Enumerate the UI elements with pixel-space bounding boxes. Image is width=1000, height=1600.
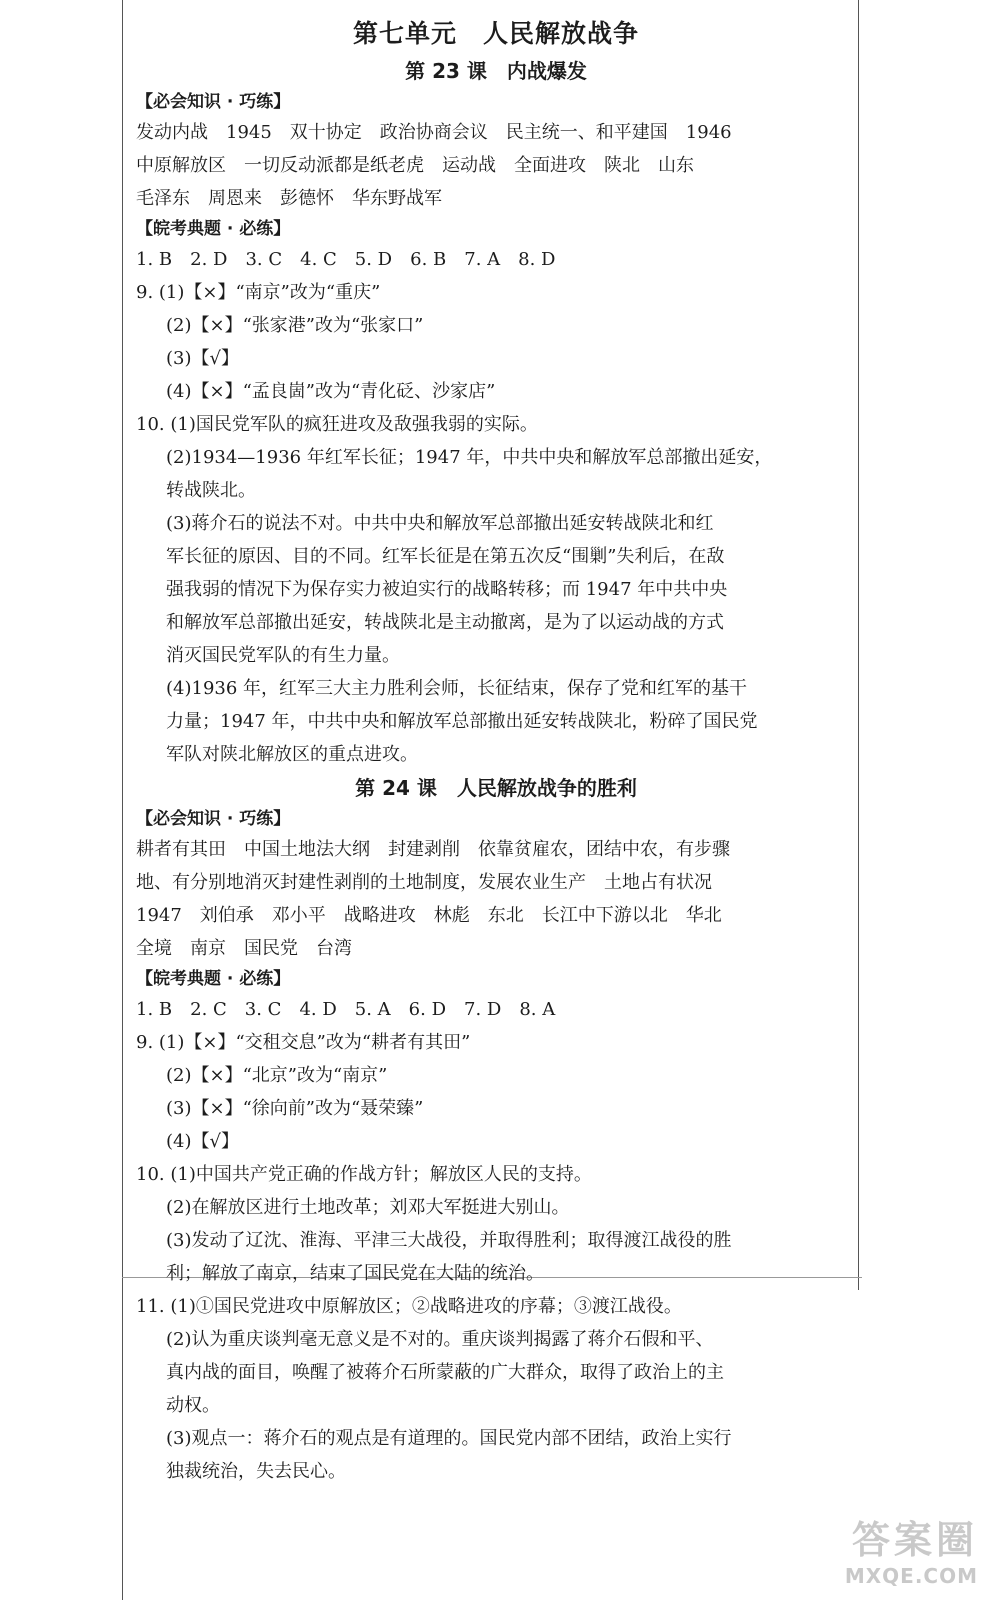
q9-line: (4)【×】“孟良崮”改为“青化砭、沙家店” bbox=[166, 381, 496, 402]
right-margin-rule bbox=[858, 0, 859, 1290]
q10-line: 转战陕北。 bbox=[166, 480, 256, 501]
q10-line: (2)1934—1936 年红军长征；1947 年，中共中央和解放军总部撤出延安， bbox=[166, 447, 773, 468]
q11-line: 动权。 bbox=[166, 1395, 220, 1416]
q10-line: (3)蒋介石的说法不对。中共中央和解放军总部撤出延安转战陕北和红 bbox=[166, 513, 714, 534]
q9-line: (4)【√】 bbox=[166, 1131, 239, 1152]
q9-line: (2)【×】“张家港”改为“张家口” bbox=[166, 315, 424, 336]
knowledge-line: 1947 刘伯承 邓小平 战略进攻 林彪 东北 长江中下游以北 华北 bbox=[136, 905, 722, 926]
knowledge-line: 毛泽东 周恩来 彭德怀 华东野战军 bbox=[136, 188, 442, 209]
knowledge-heading: 【必会知识 · 巧练】 bbox=[136, 809, 291, 829]
lesson-23-title: 第 23 课 内战爆发 bbox=[405, 59, 587, 83]
q11-line: (2)认为重庆谈判毫无意义是不对的。重庆谈判揭露了蒋介石假和平、 bbox=[166, 1329, 714, 1350]
exam-heading: 【皖考典题 · 必练】 bbox=[136, 969, 291, 989]
lesson-24-title: 第 24 课 人民解放战争的胜利 bbox=[355, 776, 637, 800]
q10-line: 消灭国民党军队的有生力量。 bbox=[166, 645, 400, 666]
multiple-choice-answers: 1. B 2. D 3. C 4. C 5. D 6. B 7. A 8. D bbox=[136, 249, 556, 270]
q11-line: 11. (1)①国民党进攻中原解放区；②战略进攻的序幕；③渡江战役。 bbox=[136, 1296, 682, 1317]
left-margin-rule bbox=[122, 0, 123, 1600]
q10-line: (3)发动了辽沈、淮海、平津三大战役，并取得胜利；取得渡江战役的胜 bbox=[166, 1230, 732, 1251]
knowledge-line: 发动内战 1945 双十协定 政治协商会议 民主统一、和平建国 1946 bbox=[136, 122, 732, 143]
content-column bbox=[136, 14, 856, 1488]
q10-line: 利；解放了南京，结束了国民党在大陆的统治。 bbox=[166, 1263, 544, 1284]
q9-line: 9. (1)【×】“南京”改为“重庆” bbox=[136, 282, 381, 303]
q10-line: 和解放军总部撤出延安，转战陕北是主动撤离，是为了以运动战的方式 bbox=[166, 612, 724, 633]
q10-line: 10. (1)国民党军队的疯狂进攻及敌强我弱的实际。 bbox=[136, 414, 538, 435]
q10-line: 力量；1947 年，中共中央和解放军总部撤出延安转战陕北，粉碎了国民党 bbox=[166, 711, 758, 732]
q11-line: 真内战的面目，唤醒了被蒋介石所蒙蔽的广大群众，取得了政治上的主 bbox=[166, 1362, 724, 1383]
watermark-logo-text: 答案圈 bbox=[851, 1518, 978, 1562]
lesson-23-section bbox=[136, 54, 856, 771]
q11-line: (3)观点一：蒋介石的观点是有道理的。国民党内部不团结，政治上实行 bbox=[166, 1428, 732, 1449]
knowledge-line: 地、有分别地消灭封建性剥削的土地制度，发展农业生产 土地占有状况 bbox=[136, 872, 712, 893]
q9-line: (3)【√】 bbox=[166, 348, 239, 369]
unit-title: 第七单元 人民解放战争 bbox=[352, 19, 639, 48]
q10-line: 军长征的原因、目的不同。红军长征是在第五次反“围剿”失利后，在敌 bbox=[166, 546, 725, 567]
q10-line: 强我弱的情况下为保存实力被迫实行的战略转移；而 1947 年中共中央 bbox=[166, 579, 728, 600]
exam-heading: 【皖考典题 · 必练】 bbox=[136, 219, 291, 239]
site-watermark bbox=[845, 1509, 978, 1588]
q10-line: (4)1936 年，红军三大主力胜利会师，长征结束，保存了党和红军的基干 bbox=[166, 678, 748, 699]
q10-line: 10. (1)中国共产党正确的作战方针；解放区人民的支持。 bbox=[136, 1164, 592, 1185]
q11-line: 独裁统治，失去民心。 bbox=[166, 1461, 346, 1482]
multiple-choice-answers: 1. B 2. C 3. C 4. D 5. A 6. D 7. D 8. A bbox=[136, 999, 556, 1020]
knowledge-line: 全境 南京 国民党 台湾 bbox=[136, 938, 352, 959]
knowledge-line: 耕者有其田 中国土地法大纲 封建剥削 依靠贫雇农，团结中农，有步骤 bbox=[136, 839, 730, 860]
q10-line: 军队对陕北解放区的重点进攻。 bbox=[166, 744, 418, 765]
q9-line: (3)【×】“徐向前”改为“聂荣臻” bbox=[166, 1098, 424, 1119]
knowledge-line: 中原解放区 一切反动派都是纸老虎 运动战 全面进攻 陕北 山东 bbox=[136, 155, 694, 176]
lesson-24-section bbox=[136, 771, 856, 1488]
q9-line: (2)【×】“北京”改为“南京” bbox=[166, 1065, 388, 1086]
watermark-url: MXQE.COM bbox=[844, 1564, 978, 1588]
q9-line: 9. (1)【×】“交租交息”改为“耕者有其田” bbox=[136, 1032, 471, 1053]
q10-line: (2)在解放区进行土地改革；刘邓大军挺进大别山。 bbox=[166, 1197, 570, 1218]
knowledge-heading: 【必会知识 · 巧练】 bbox=[136, 92, 291, 112]
